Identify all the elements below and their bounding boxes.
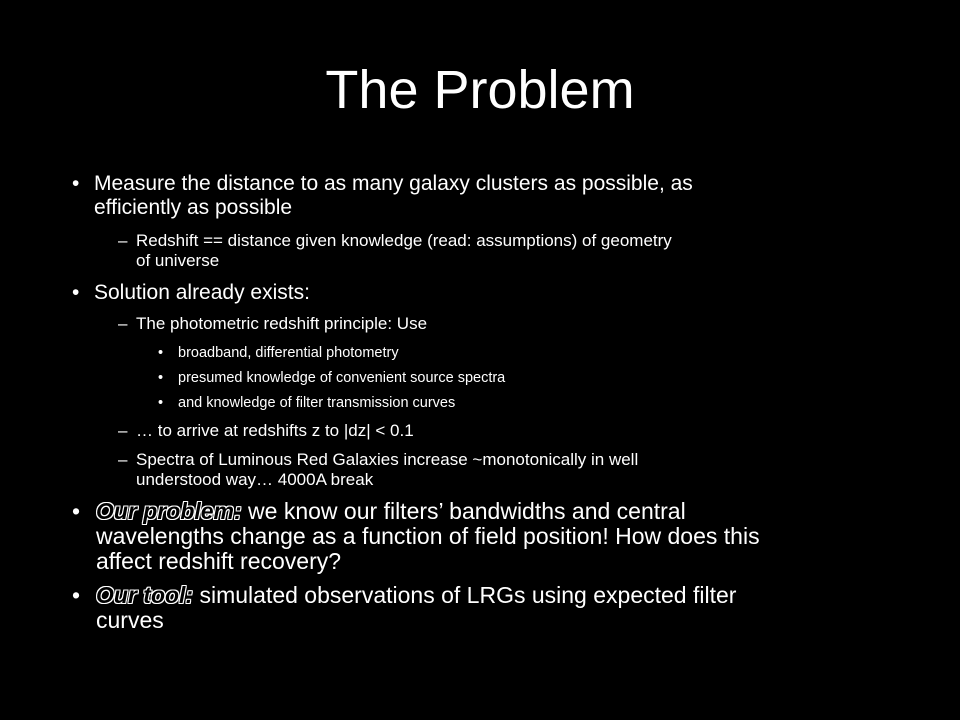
bullet-marker: • xyxy=(72,582,81,608)
sub-item-redshift-distance xyxy=(118,231,918,275)
sub-item-text-line: … to arrive at redshifts z to |dz| < 0.1 xyxy=(136,421,414,440)
bullet-text-line: curves xyxy=(96,607,164,633)
dash-marker: – xyxy=(118,231,128,250)
sub-sub-item-filter-curves xyxy=(158,394,858,414)
dash-marker: – xyxy=(118,421,128,440)
bullet-item-our-tool xyxy=(72,583,942,635)
bullet-text-continuation: we know our filters’ bandwidths and central xyxy=(241,498,686,524)
bullet-marker: • xyxy=(72,281,80,304)
bullet-text-line xyxy=(96,583,736,608)
bullet-text-line xyxy=(96,499,686,524)
bullet-text-line: wavelengths change as a function of field position! How does this xyxy=(96,523,760,549)
bullet-text-continuation: simulated observations of LRGs using expected filter xyxy=(193,582,737,608)
bullet-text-line: Solution already exists: xyxy=(94,281,310,304)
bullet-item-measure-distance xyxy=(72,173,932,223)
sub-sub-item-text: broadband, differential photometry xyxy=(178,345,399,361)
bullet-item-our-problem xyxy=(72,499,942,577)
bullet-text-line: Measure the distance to as many galaxy clusters as possible, as xyxy=(94,172,693,195)
sub-sub-item-broadband xyxy=(158,344,858,364)
bullet-marker: • xyxy=(72,172,80,195)
bullet-text-line: efficiently as possible xyxy=(94,196,293,219)
sub-item-photometric-principle xyxy=(118,314,918,336)
sub-item-text-line: Redshift == distance given knowledge (read: assumptions) of geometry xyxy=(136,231,672,250)
sub-item-text-line: The photometric redshift principle: Use xyxy=(136,314,428,333)
sub-item-lrg-spectra xyxy=(118,450,918,494)
sub-sub-item-text: presumed knowledge of convenient source spectra xyxy=(178,370,506,386)
dash-marker: – xyxy=(118,450,128,469)
emphasis-label: Our problem: xyxy=(96,498,242,524)
sub-sub-item-source-spectra xyxy=(158,369,858,389)
sub-sub-item-text: and knowledge of filter transmission curves xyxy=(178,395,456,411)
dot-marker: • xyxy=(158,345,164,361)
slide-title: The Problem xyxy=(325,60,635,120)
dot-marker: • xyxy=(158,370,164,386)
sub-item-text-line: of universe xyxy=(136,251,220,270)
sub-item-text-line: understood way… 4000A break xyxy=(136,470,374,489)
dot-marker: • xyxy=(158,395,164,411)
bullet-marker: • xyxy=(72,498,81,524)
bullet-item-solution-exists xyxy=(72,282,932,306)
sub-item-arrive-redshifts xyxy=(118,421,918,443)
bullet-text-line: affect redshift recovery? xyxy=(96,548,342,574)
dash-marker: – xyxy=(118,314,128,333)
emphasis-label: Our tool: xyxy=(96,582,194,608)
sub-item-text-line: Spectra of Luminous Red Galaxies increase ~monotonically in well xyxy=(136,450,639,469)
